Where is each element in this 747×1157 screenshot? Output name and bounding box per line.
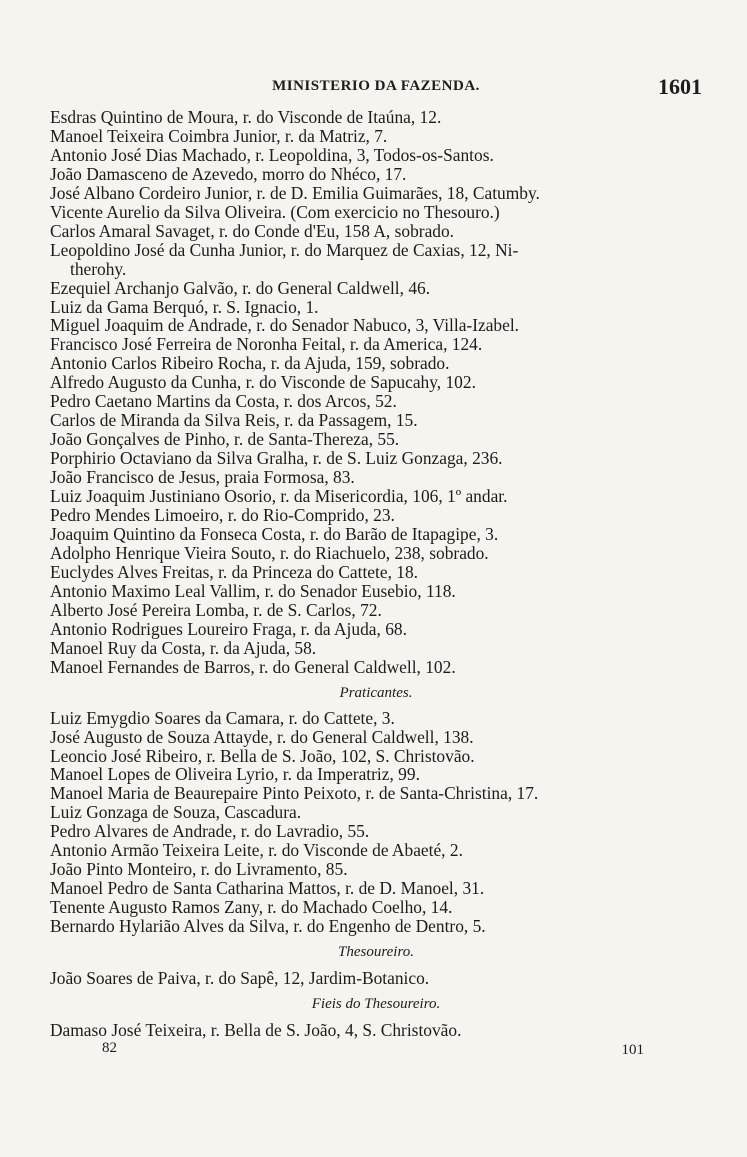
list-item: Ezequiel Archanjo Galvão, r. do General Caldwell, 46. xyxy=(50,277,431,298)
section-title-thesoureiro: Thesoureiro. xyxy=(338,944,414,961)
page-header xyxy=(50,74,702,100)
list-item: João Pinto Monteiro, r. do Livramento, 85. xyxy=(50,859,348,880)
page-title: MINISTERIO DA FAZENDA. xyxy=(272,78,480,94)
list-item: Alfredo Augusto da Cunha, r. do Visconde de Sapucahy, 102. xyxy=(50,372,476,393)
list-item: Luiz Emygdio Soares da Camara, r. do Cattete, 3. xyxy=(50,707,395,728)
list-item: Pedro Mendes Limoeiro, r. do Rio-Comprido, 23. xyxy=(50,505,395,526)
list-item: Tenente Augusto Ramos Zany, r. do Machado Coelho, 14. xyxy=(50,897,453,918)
footer-number: 101 xyxy=(621,1042,644,1059)
list-item: Antonio Carlos Ribeiro Rocha, r. da Ajuda, 159, sobrado. xyxy=(50,353,450,374)
page-footer xyxy=(50,1040,702,1062)
thesoureiro-entry: João Soares de Paiva, r. do Sapê, 12, Jardim-Botanico. xyxy=(50,968,430,989)
signature-mark: 82 xyxy=(102,1040,117,1057)
list-item: Manoel Ruy da Costa, r. da Ajuda, 58. xyxy=(50,637,317,658)
list-item: Esdras Quintino de Moura, r. do Visconde de Itaúna, 12. xyxy=(50,107,442,127)
praticantes-list xyxy=(50,709,702,936)
list-item: José Augusto de Souza Attayde, r. do General Caldwell, 138. xyxy=(50,726,474,747)
page-number: 1601 xyxy=(658,74,702,99)
list-item: Manoel Lopes de Oliveira Lyrio, r. da Imperatriz, 99. xyxy=(50,764,420,785)
list-item: João Gonçalves de Pinho, r. de Santa-Thereza, 55. xyxy=(50,429,400,450)
list-item: Antonio José Dias Machado, r. Leopoldina, 3, Todos-os-Santos. xyxy=(50,144,494,165)
list-item: João Francisco de Jesus, praia Formosa, 83. xyxy=(50,467,355,488)
section-title-praticantes: Praticantes. xyxy=(339,684,413,701)
list-item: Manoel Maria de Beaurepaire Pinto Peixoto, r. de Santa-Christina, 17. xyxy=(50,783,539,804)
list-item: Joaquim Quintino da Fonseca Costa, r. do Barão de Itapagipe, 3. xyxy=(50,523,499,544)
list-item: Euclydes Alves Freitas, r. da Princeza do Cattete, 18. xyxy=(50,561,419,582)
list-item: Alberto José Pereira Lomba, r. de S. Carlos, 72. xyxy=(50,599,382,620)
list-item: Manoel Pedro de Santa Catharina Mattos, r. de D. Manoel, 31. xyxy=(50,878,485,899)
list-item: Francisco José Ferreira de Noronha Feital, r. da America, 124. xyxy=(50,334,483,355)
list-item: Antonio Armão Teixeira Leite, r. do Visconde de Abaeté, 2. xyxy=(50,840,463,861)
list-item: Miguel Joaquim de Andrade, r. do Senador Nabuco, 3, Villa-Izabel. xyxy=(50,315,520,336)
list-item: Adolpho Henrique Vieira Souto, r. do Riachuelo, 238, sobrado. xyxy=(50,542,489,563)
list-item: João Damasceno de Azevedo, morro do Nhéco, 17. xyxy=(50,163,407,184)
list-item: Manoel Fernandes de Barros, r. do General Caldwell, 102. xyxy=(50,656,456,677)
list-item: Leoncio José Ribeiro, r. Bella de S. João, 102, S. Christovão. xyxy=(50,745,475,766)
list-item: Porphirio Octaviano da Silva Gralha, r. de S. Luiz Gonzaga, 236. xyxy=(50,448,503,469)
fieis-entry: Damaso José Teixeira, r. Bella de S. João, 4, S. Christovão. xyxy=(50,1020,462,1041)
list-item: Carlos de Miranda da Silva Reis, r. da Passagem, 15. xyxy=(50,410,418,431)
list-item: Vicente Aurelio da Silva Oliveira. (Com exercicio no Thesouro.) xyxy=(50,201,500,222)
list-item: Pedro Alvares de Andrade, r. do Lavradio, 55. xyxy=(50,821,370,842)
list-item: therohy. xyxy=(70,258,127,279)
list-item: Manoel Teixeira Coimbra Junior, r. da Matriz, 7. xyxy=(50,125,388,146)
list-item: Leopoldino José da Cunha Junior, r. do Marquez de Caxias, 12, Ni- xyxy=(50,239,519,260)
list-item: José Albano Cordeiro Junior, r. de D. Emilia Guimarães, 18, Catumby. xyxy=(50,182,540,203)
list-item: Pedro Caetano Martins da Costa, r. dos Arcos, 52. xyxy=(50,391,397,412)
list-item: Antonio Rodrigues Loureiro Fraga, r. da Ajuda, 68. xyxy=(50,618,407,639)
employee-list xyxy=(50,108,702,677)
list-item: Carlos Amaral Savaget, r. do Conde d'Eu, 158 A, sobrado. xyxy=(50,220,455,241)
list-item: Antonio Maximo Leal Vallim, r. do Senador Eusebio, 118. xyxy=(50,580,456,601)
section-title-fieis: Fieis do Thesoureiro. xyxy=(311,996,441,1013)
list-item: Luiz Joaquim Justiniano Osorio, r. da Misericordia, 106, 1º andar. xyxy=(50,486,508,507)
list-item: Luiz Gonzaga de Souza, Cascadura. xyxy=(50,802,302,823)
document-page xyxy=(50,74,702,1062)
list-item: Bernardo Hylarião Alves da Silva, r. do Engenho de Dentro, 5. xyxy=(50,916,486,937)
list-item: Luiz da Gama Berquó, r. S. Ignacio, 1. xyxy=(50,296,319,317)
